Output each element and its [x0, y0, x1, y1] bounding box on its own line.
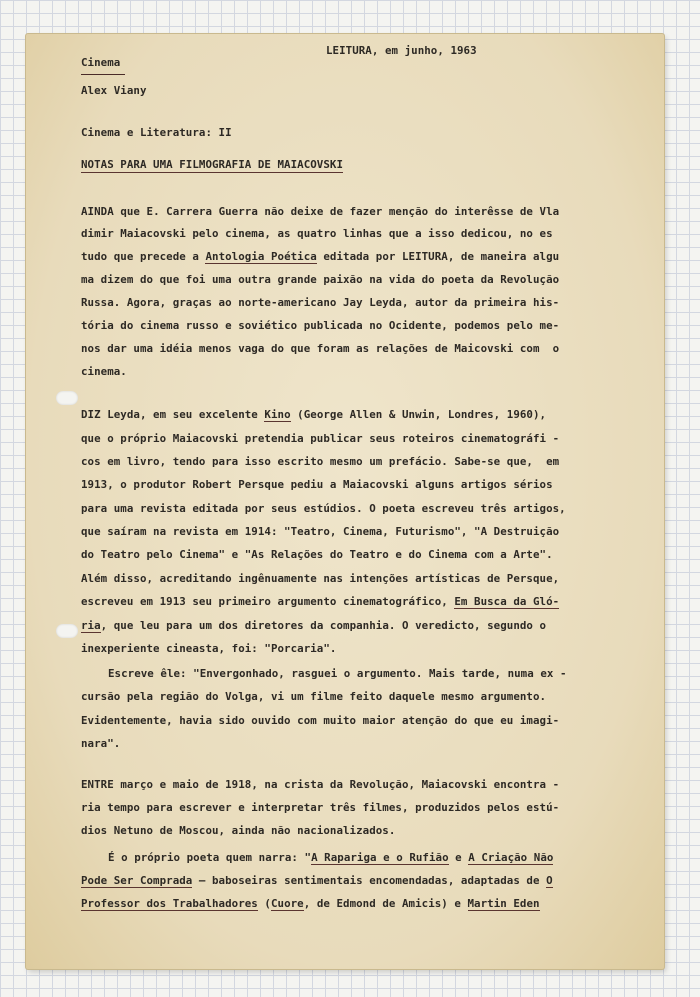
book-title-link: Kino	[264, 408, 291, 421]
film-title: Em Busca da Gló-	[454, 595, 560, 608]
body-line: É o próprio poeta quem narra: "A Rapariga e o Rufião e A Criação Não	[108, 851, 554, 864]
body-line: escreveu em 1913 seu primeiro argumento cinematográfico, Em Busca da Gló-	[81, 595, 560, 608]
film-title: Professor dos Trabalhadores	[81, 897, 258, 910]
body-line: inexperiente cineasta, foi: "Porcaria".	[81, 642, 337, 655]
body-line: nos dar uma idéia menos vaga do que foram as relações de Maicovski com o	[81, 342, 560, 355]
body-line: que saíram na revista em 1914: "Teatro, Cinema, Futurismo", "A Destruição	[81, 525, 560, 538]
body-line: do Teatro pelo Cinema" e "As Relações do Teatro e do Cinema com a Arte".	[81, 548, 553, 561]
series-title: Cinema e Literatura: II	[81, 126, 232, 139]
body-line: Evidentemente, havia sido ouvido com muito maior atenção do que eu imagi-	[81, 714, 560, 727]
body-line: 1913, o produtor Robert Persque pediu a Maiacovski alguns artigos sérios	[81, 478, 553, 491]
punch-hole	[56, 391, 78, 405]
punch-hole	[56, 624, 78, 638]
publication-date: LEITURA, em junho, 1963	[326, 44, 477, 57]
book-title: Cuore	[270, 897, 304, 910]
body-line: AINDA que E. Carrera Guerra não deixe de fazer menção do interêsse de Vla	[81, 205, 560, 218]
book-title-link: Antologia Poética	[205, 250, 317, 263]
body-line: ria, que leu para um dos diretores da companhia. O veredicto, segundo o	[81, 619, 547, 632]
body-line: DIZ Leyda, em seu excelente Kino (George Allen & Unwin, Londres, 1960),	[81, 408, 547, 421]
film-title: ria	[81, 619, 101, 632]
film-title: A Rapariga e o Rufião	[311, 851, 449, 864]
body-line: Escreve êle: "Envergonhado, rasguei o argumento. Mais tarde, numa ex -	[108, 667, 567, 680]
body-line: Professor dos Trabalhadores (Cuore, de Edmond de Amicis) e Martin Eden	[81, 897, 540, 910]
author-name: Alex Viany	[81, 84, 147, 97]
body-line: dios Netuno de Moscou, ainda não nacionalizados.	[81, 824, 396, 837]
body-line: nara".	[81, 737, 121, 750]
body-line: ria tempo para escrever e interpretar três filmes, produzidos pelos estú-	[81, 801, 560, 814]
typewritten-page	[26, 34, 664, 969]
body-line: tudo que precede a Antologia Poética editada por LEITURA, de maneira algu	[81, 250, 560, 263]
film-title: Pode Ser Comprada	[81, 874, 193, 887]
body-line: cos em livro, tendo para isso escrito mesmo um prefácio. Sabe-se que, em	[81, 455, 560, 468]
body-line: ma dizem do que foi uma outra grande paixão na vida do poeta da Revolução	[81, 273, 560, 286]
film-title: A Criação Não	[468, 851, 554, 864]
body-line: Além disso, acreditando ingênuamente nas intenções artísticas de Persque,	[81, 572, 560, 585]
body-line: tória do cinema russo e soviético publicada no Ocidente, podemos pelo me-	[81, 319, 560, 332]
film-title: Martin Eden	[467, 897, 540, 910]
body-line: Pode Ser Comprada — baboseiras sentimentais encomendadas, adaptadas de O	[81, 874, 553, 887]
body-line: cursão pela região do Volga, vi um filme feito daquele mesmo argumento.	[81, 690, 547, 703]
section-underline	[81, 74, 125, 75]
body-line: cinema.	[81, 365, 127, 378]
body-line: para uma revista editada por seus estúdios. O poeta escreveu três artigos,	[81, 502, 566, 515]
body-line: ENTRE março e maio de 1918, na crista da Revolução, Maiacovski encontra -	[81, 778, 560, 791]
article-title: NOTAS PARA UMA FILMOGRAFIA DE MAIACOVSKI	[81, 158, 344, 171]
section-label: Cinema	[81, 56, 121, 69]
body-line: Russa. Agora, graças ao norte-americano Jay Leyda, autor da primeira his-	[81, 296, 560, 309]
film-title: O	[546, 874, 553, 887]
body-line: que o próprio Maiacovski pretendia publicar seus roteiros cinematográfi -	[81, 432, 560, 445]
body-line: dimir Maiacovski pelo cinema, as quatro linhas que a isso dedicou, no es	[81, 227, 553, 240]
